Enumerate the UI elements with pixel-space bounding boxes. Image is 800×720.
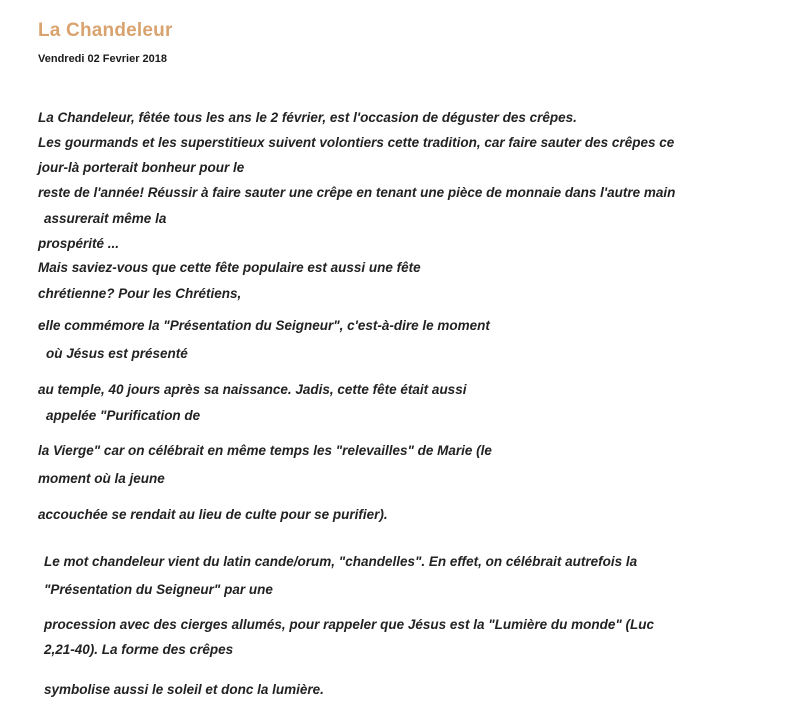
paragraph-line: chrétienne? Pour les Chrétiens, xyxy=(38,286,242,301)
paragraph-line: accouchée se rendait au lieu de culte pour se purifier). xyxy=(38,507,388,522)
paragraph-line: Les gourmands et les superstitieux suivent volontiers cette tradition, car faire sauter des crêpes ce xyxy=(38,135,675,150)
paragraph-line: Le mot chandeleur vient du latin cande/orum, "chandelles". En effet, on célébrait autrefois la xyxy=(44,554,638,569)
page-title: La Chandeleur xyxy=(38,20,173,41)
paragraph-line: jour-là porterait bonheur pour le xyxy=(38,160,245,175)
paragraph-line: procession avec des cierges allumés, pour rappeler que Jésus est la "Lumière du monde" (Luc xyxy=(44,617,655,632)
paragraph-line: Mais saviez-vous que cette fête populaire est aussi une fête xyxy=(38,260,421,275)
paragraph-line: moment où la jeune xyxy=(38,471,165,486)
paragraph-line: La Chandeleur, fêtée tous les ans le 2 février, est l'occasion de déguster des crêpes. xyxy=(38,110,577,125)
paragraph-line: appelée "Purification de xyxy=(46,408,201,423)
paragraph-line: 2,21-40). La forme des crêpes xyxy=(44,642,234,657)
paragraph-line: assurerait même la xyxy=(44,211,167,226)
paragraph-line: au temple, 40 jours après sa naissance. Jadis, cette fête était aussi xyxy=(38,382,467,397)
paragraph-line: où Jésus est présenté xyxy=(46,346,188,361)
publication-date: Vendredi 02 Fevrier 2018 xyxy=(38,53,168,65)
paragraph-line: symbolise aussi le soleil et donc la lumière. xyxy=(44,682,324,697)
paragraph-line: reste de l'année! Réussir à faire sauter une crêpe en tenant une pièce de monnaie dans l'autre main xyxy=(38,185,676,200)
paragraph-line: elle commémore la "Présentation du Seigneur", c'est-à-dire le moment xyxy=(38,318,490,333)
paragraph-line: prospérité ... xyxy=(38,236,120,251)
paragraph-line: la Vierge" car on célébrait en même temps les "relevailles" de Marie (le xyxy=(38,443,492,458)
paragraph-line: "Présentation du Seigneur" par une xyxy=(44,582,273,597)
